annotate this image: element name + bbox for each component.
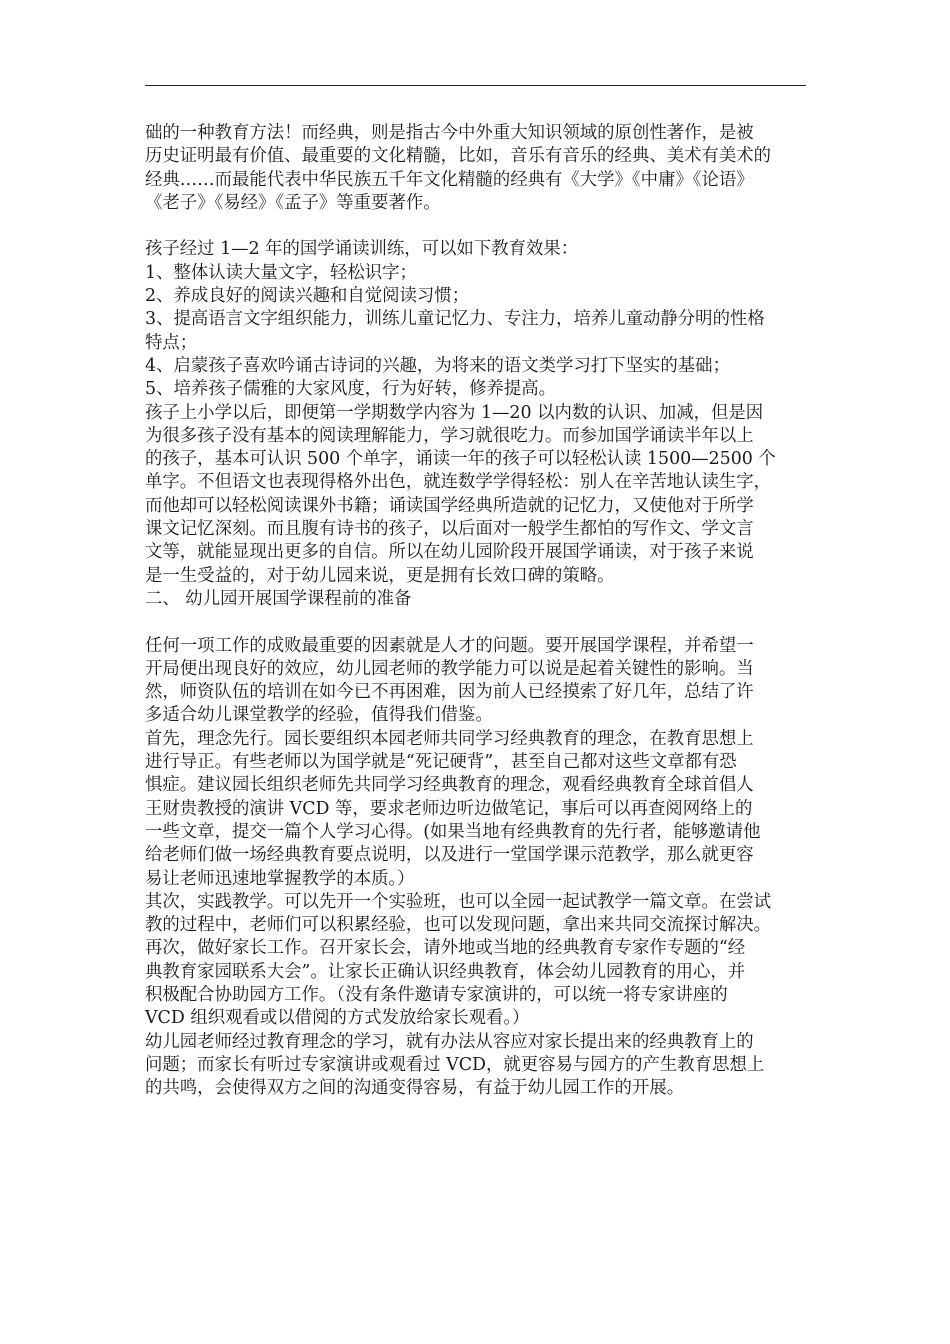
text-line: VCD 组织观看或以借阅的方式发放给家长观看。）	[145, 1008, 530, 1029]
text-line: 课文记忆深刻。而且腹有诗书的孩子，以后面对一般学生都怕的写作文、学文言	[145, 519, 754, 540]
text-line: 一些文章，提交一篇个人学习心得。(如果当地有经典教育的先行者，能够邀请他	[145, 821, 761, 842]
text-line: 再次，做好家长工作。召开家长会，请外地或当地的经典教育专家作专题的“经	[145, 938, 746, 959]
text-line: 多适合幼儿课堂教学的经验，值得我们借鉴。	[145, 705, 493, 726]
text-line: 给老师们做一场经典教育要点说明，以及进行一堂国学课示范教学，那么就更容	[145, 845, 754, 866]
text-line: 开局便出现良好的效应，幼儿园老师的教学能力可以说是起着关键性的影响。当	[145, 658, 754, 679]
text-line: 《老子》《易经》《孟子》等重要著作。	[145, 192, 441, 213]
text-line: 历史证明最有价值、最重要的文化精髓，比如，音乐有音乐的经典、美术有美术的	[145, 146, 772, 167]
text-line: 问题；而家长有听过专家演讲或观看过 VCD，就更容易与园方的产生教育思想上	[145, 1054, 765, 1075]
text-line: 二、 幼儿园开展国学课程前的准备	[145, 588, 412, 609]
blank-line	[145, 611, 806, 634]
text-line: 教的过程中，老师们可以积累经验，也可以发现问题，拿出来共同交流探讨解决。	[145, 915, 772, 936]
text-line: 典教育家园联系大会”。让家长正确认识经典教育，体会幼儿园教育的用心，并	[145, 961, 746, 982]
blank-line	[145, 215, 806, 238]
text-line: 惧症。建议园长组织老师先共同学习经典教育的理念，观看经典教育全球首倡人	[145, 775, 754, 796]
text-line: 3、提高语言文字组织能力，训练儿童记忆力、专注力，培养儿童动静分明的性格	[145, 309, 765, 330]
text-line: 进行导正。有些老师以为国学就是“死记硬背”，甚至自己都对这些文章都有恐	[145, 752, 737, 773]
text-line: 是一生受益的，对于幼儿园来说，更是拥有长效口碑的策略。	[145, 565, 615, 586]
text-line: 而他却可以轻松阅读课外书籍；诵读国学经典所造就的记忆力，又使他对于所学	[145, 495, 754, 516]
text-line: 础的一种教育方法！而经典，则是指古今中外重大知识领域的原创性著作，是被	[145, 123, 754, 143]
text-line: 的共鸣，会使得双方之间的沟通变得容易，有益于幼儿园工作的开展。	[145, 1078, 685, 1099]
text-line: 首先，理念先行。园长要组织本园老师共同学习经典教育的理念，在教育思想上	[145, 728, 754, 749]
text-line: 单字。不但语文也表现得格外出色，就连数学学得轻松：别人在辛苦地认读生字，	[145, 472, 772, 493]
text-line: 积极配合协助园方工作。（没有条件邀请专家演讲的，可以统一将专家讲座的	[145, 984, 728, 1005]
text-line: 为很多孩子没有基本的阅读理解能力，学习就很吃力。而参加国学诵读半年以上	[145, 425, 754, 446]
text-line: 孩子经过 1—2 年的国学诵读训练，可以如下教育效果：	[145, 239, 579, 260]
text-line: 2、养成良好的阅读兴趣和自觉阅读习惯；	[145, 286, 470, 307]
text-line: 然，师资队伍的培训在如今已不再困难，因为前人已经摸索了好几年，总结了许	[145, 682, 754, 703]
text-line: 4、启蒙孩子喜欢吟诵古诗词的兴趣，为将来的语文类学习打下坚实的基础；	[145, 355, 730, 376]
text-line: 经典……而最能代表中华民族五千年文化精髓的经典有《大学》《中庸》《论语》	[145, 169, 754, 190]
text-line: 1、整体认读大量文字，轻松识字；	[145, 262, 417, 283]
text-line: 孩子上小学以后，即便第一学期数学内容为 1—20 以内数的认识、加减，但是因	[145, 402, 764, 423]
text-line: 其次，实践教学。可以先开一个实验班，也可以全园一起试教学一篇文章。在尝试	[145, 891, 772, 912]
text-line: 文等，就能显现出更多的自信。所以在幼儿园阶段开展国学诵读，对于孩子来说	[145, 542, 754, 563]
text-line: 易让老师迅速地掌握教学的本质。）	[145, 868, 415, 889]
text-line: 特点；	[145, 332, 198, 353]
text-line: 的孩子，基本可认识 500 个单字，诵读一年的孩子可以轻松认读 1500—2500 个	[145, 449, 776, 470]
document-body	[145, 122, 806, 1100]
text-line: 5、培养孩子儒雅的大家风度，行为好转，修养提高。	[145, 379, 557, 400]
text-line: 王财贵教授的演讲 VCD 等，要求老师边听边做笔记，事后可以再查阅网络上的	[145, 798, 753, 819]
text-line: 任何一项工作的成败最重要的因素就是人才的问题。要开展国学课程，并希望一	[145, 635, 754, 656]
header-rule	[145, 85, 806, 86]
text-line: 幼儿园老师经过教育理念的学习，就有办法从容应对家长提出来的经典教育上的	[145, 1031, 754, 1052]
